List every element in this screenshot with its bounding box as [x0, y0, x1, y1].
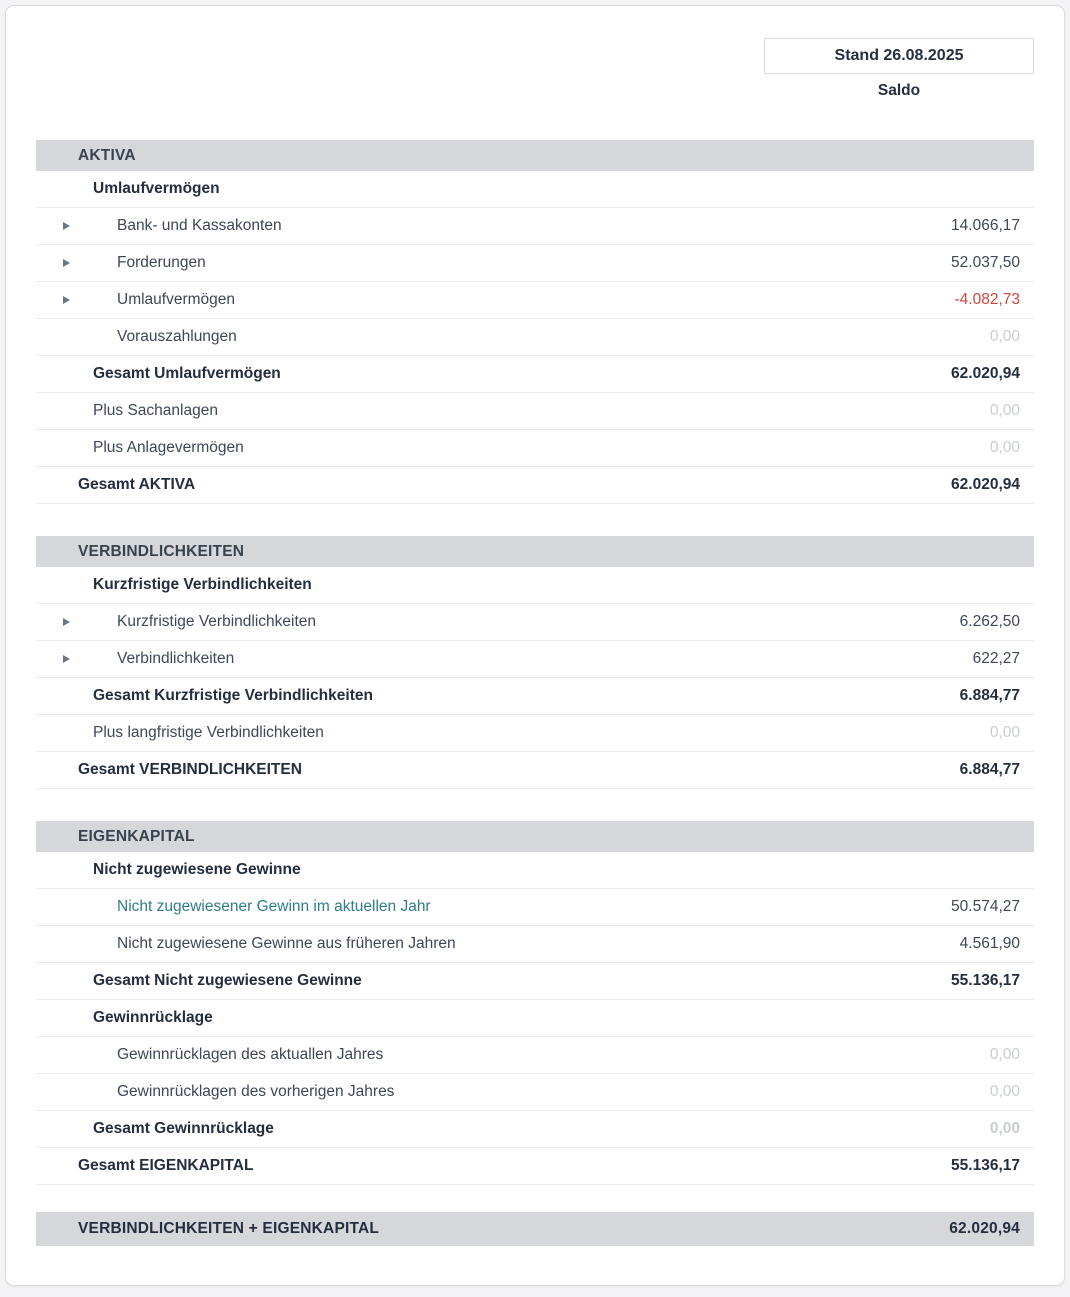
row-plus-langfristige-verbindlichkeiten	[36, 715, 1034, 752]
saldo-column-header: Saldo	[877, 82, 921, 99]
row-value: 6.884,77	[959, 761, 1020, 778]
row-bank-und-kassakonten[interactable]	[36, 208, 1034, 245]
row-value: 0,00	[989, 1083, 1020, 1100]
row-label: Plus Anlagevermögen	[93, 439, 244, 456]
grand-total-bar	[36, 1212, 1034, 1246]
row-gesamt-aktiva	[36, 467, 1034, 504]
row-kurzfristige-verbindlichkeiten	[36, 567, 1034, 604]
row-label: Plus Sachanlagen	[93, 402, 218, 419]
row-gewinnr-cklage	[36, 1000, 1034, 1037]
balance-sheet-report	[5, 5, 1065, 1286]
row-gesamt-verbindlichkeiten	[36, 752, 1034, 789]
row-forderungen[interactable]	[36, 245, 1034, 282]
row-umlaufverm-gen[interactable]	[36, 282, 1034, 319]
row-gesamt-gewinnr-cklage	[36, 1111, 1034, 1148]
row-value: 6.262,50	[959, 613, 1020, 630]
row-value: 4.561,90	[959, 935, 1020, 952]
row-label: Gewinnrücklagen des vorherigen Jahres	[117, 1083, 395, 1100]
row-value: 0,00	[989, 1120, 1020, 1137]
row-nicht-zugewiesener-gewinn-im-aktuellen-jahr[interactable]	[36, 889, 1034, 926]
balance-sheet-sections	[36, 140, 1034, 1185]
row-label: Gewinnrücklage	[93, 1009, 213, 1026]
section-eigenkapital	[36, 821, 1034, 1185]
expand-arrow-icon[interactable]	[63, 222, 70, 230]
row-value: 0,00	[989, 1046, 1020, 1063]
row-value: 6.884,77	[959, 687, 1020, 704]
row-value: 55.136,17	[951, 972, 1020, 989]
row-label: Verbindlichkeiten	[117, 650, 235, 667]
row-label: Bank- und Kassakonten	[117, 217, 282, 234]
row-label: Forderungen	[117, 254, 206, 271]
expand-arrow-icon[interactable]	[63, 618, 70, 626]
drilldown-link[interactable]: Nicht zugewiesener Gewinn im aktuellen Jahr	[117, 898, 431, 915]
grand-total-value: 62.020,94	[949, 1220, 1020, 1237]
row-nicht-zugewiesene-gewinne-aus-fr-heren-jahren	[36, 926, 1034, 963]
row-value: 50.574,27	[951, 898, 1020, 915]
section-header-aktiva: AKTIVA	[36, 140, 1034, 171]
row-gesamt-kurzfristige-verbindlichkeiten	[36, 678, 1034, 715]
row-label: Nicht zugewiesene Gewinne	[93, 861, 301, 878]
row-value: 62.020,94	[951, 365, 1020, 382]
row-verbindlichkeiten[interactable]	[36, 641, 1034, 678]
row-label: Nicht zugewiesene Gewinne aus früheren Jahren	[117, 935, 456, 952]
stand-date-button[interactable]: Stand 26.08.2025	[764, 38, 1034, 74]
row-label: Gesamt VERBINDLICHKEITEN	[78, 761, 302, 778]
row-umlaufverm-gen	[36, 171, 1034, 208]
section-header-verbindlichkeiten: VERBINDLICHKEITEN	[36, 536, 1034, 567]
row-plus-sachanlagen	[36, 393, 1034, 430]
row-label: Plus langfristige Verbindlichkeiten	[93, 724, 324, 741]
row-value: 0,00	[989, 328, 1020, 345]
row-value: -4.082,73	[954, 291, 1020, 308]
row-label: Gesamt Gewinnrücklage	[93, 1120, 274, 1137]
row-value: 55.136,17	[951, 1157, 1020, 1174]
row-kurzfristige-verbindlichkeiten[interactable]	[36, 604, 1034, 641]
row-vorauszahlungen	[36, 319, 1034, 356]
section-aktiva	[36, 140, 1034, 504]
row-value: 0,00	[989, 439, 1020, 456]
grand-total-label: VERBINDLICHKEITEN + EIGENKAPITAL	[78, 1220, 380, 1237]
row-value: 0,00	[989, 402, 1020, 419]
row-value: 14.066,17	[951, 217, 1020, 234]
row-gewinnr-cklagen-des-vorherigen-jahres	[36, 1074, 1034, 1111]
row-value: 52.037,50	[951, 254, 1020, 271]
expand-arrow-icon[interactable]	[63, 259, 70, 267]
row-label: Umlaufvermögen	[117, 291, 236, 308]
row-gesamt-eigenkapital	[36, 1148, 1034, 1185]
row-label: Vorauszahlungen	[117, 328, 237, 345]
row-value: 0,00	[989, 724, 1020, 741]
section-verbindlichkeiten	[36, 536, 1034, 789]
row-label: Gesamt Kurzfristige Verbindlichkeiten	[93, 687, 373, 704]
row-label: Gesamt Nicht zugewiesene Gewinne	[93, 972, 362, 989]
row-label: Gesamt AKTIVA	[78, 476, 196, 493]
row-value: 62.020,94	[951, 476, 1020, 493]
expand-arrow-icon[interactable]	[63, 296, 70, 304]
row-nicht-zugewiesene-gewinne	[36, 852, 1034, 889]
row-label: Umlaufvermögen	[93, 180, 220, 197]
row-gewinnr-cklagen-des-aktuallen-jahres	[36, 1037, 1034, 1074]
row-gesamt-nicht-zugewiesene-gewinne	[36, 963, 1034, 1000]
expand-arrow-icon[interactable]	[63, 655, 70, 663]
row-plus-anlageverm-gen	[36, 430, 1034, 467]
row-label: Gewinnrücklagen des aktuallen Jahres	[117, 1046, 384, 1063]
row-label: Kurzfristige Verbindlichkeiten	[117, 613, 317, 630]
row-gesamt-umlaufverm-gen	[36, 356, 1034, 393]
row-label: Kurzfristige Verbindlichkeiten	[93, 576, 312, 593]
row-label: Gesamt EIGENKAPITAL	[78, 1157, 254, 1174]
section-header-eigenkapital: EIGENKAPITAL	[36, 821, 1034, 852]
row-label: Gesamt Umlaufvermögen	[93, 365, 281, 382]
row-value: 622,27	[972, 650, 1020, 667]
